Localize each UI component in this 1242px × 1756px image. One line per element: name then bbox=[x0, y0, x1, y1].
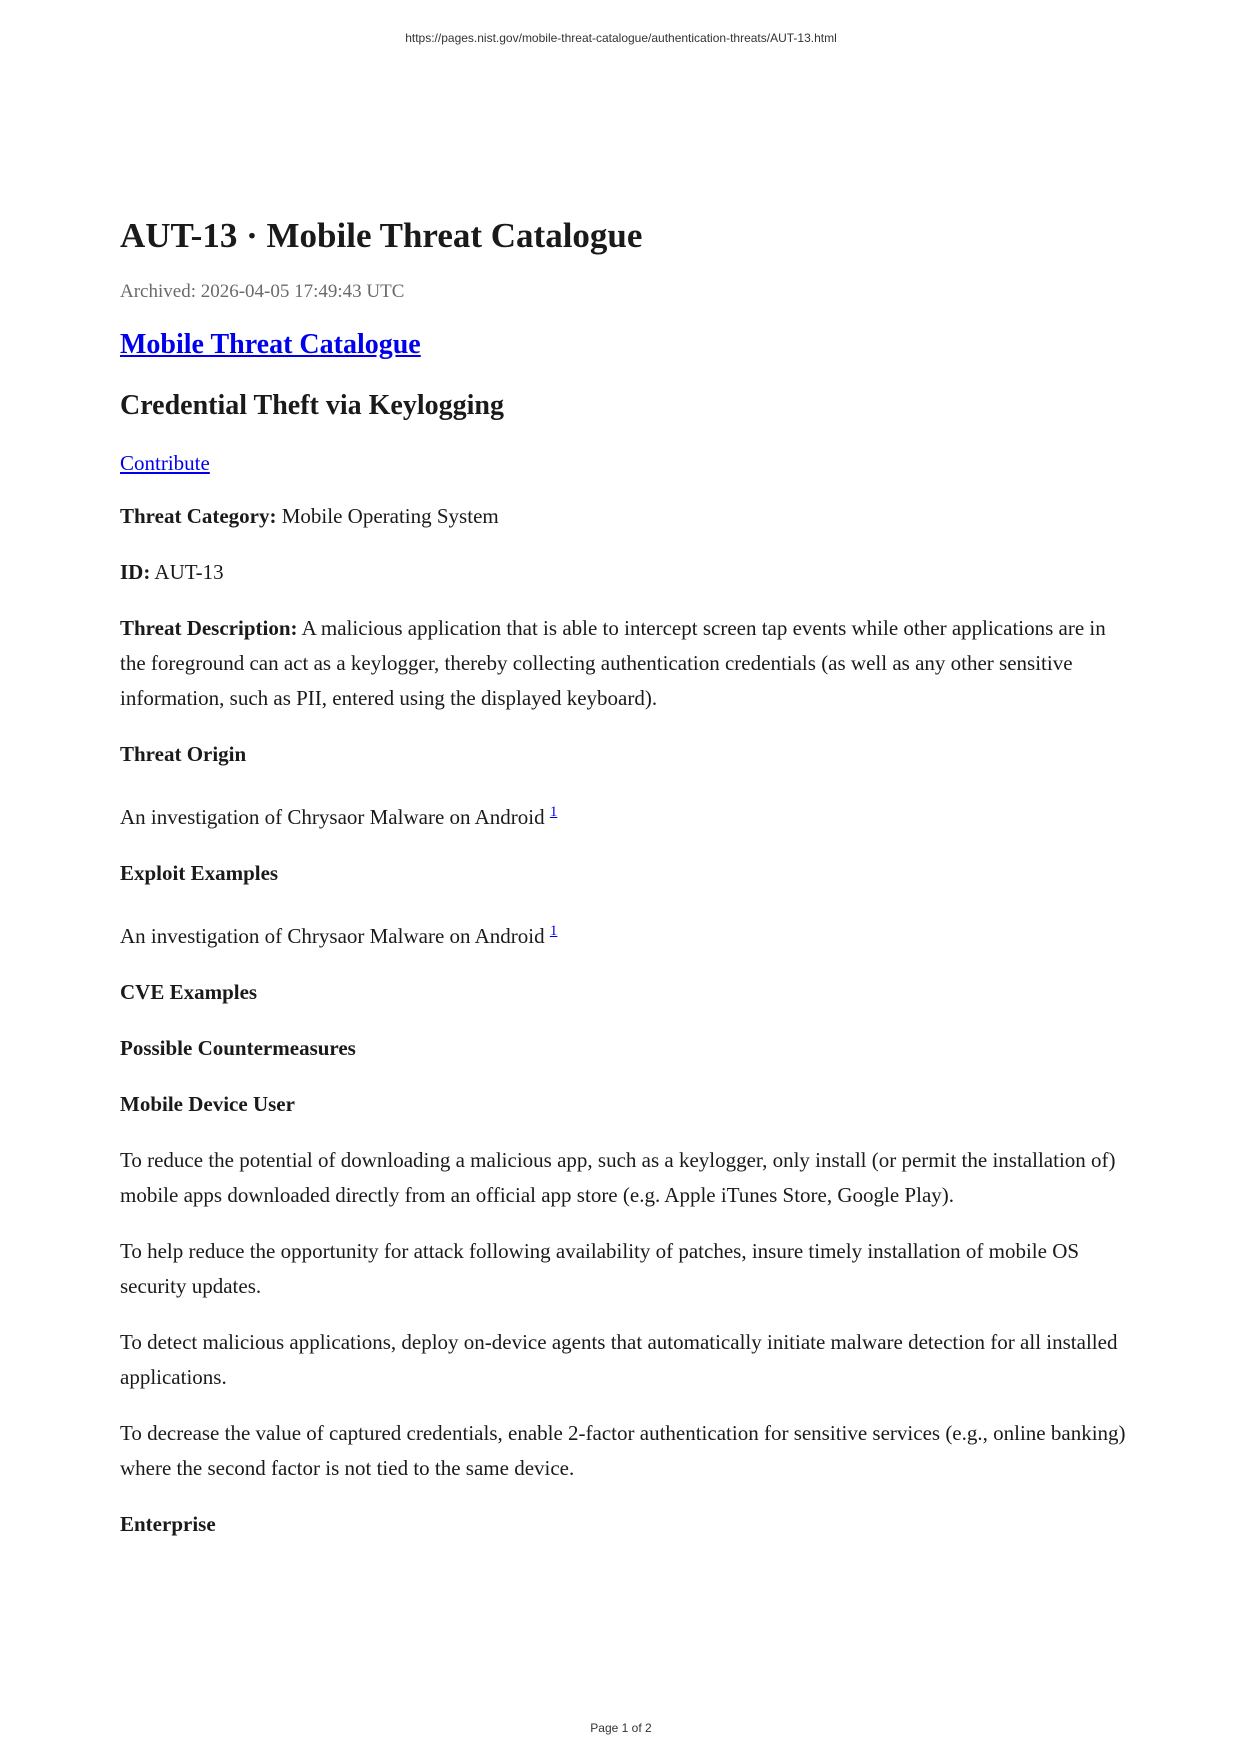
threat-id-value: AUT-13 bbox=[150, 560, 224, 584]
exploit-examples-value: An investigation of Chrysaor Malware on Android bbox=[120, 924, 550, 948]
user-countermeasure-paragraph: To reduce the potential of downloading a malicious app, such as a keylogger, only install (or permit the installation of) mobile apps downloaded directly from an official app store (e.g. Apple iTunes Store, Google Play). bbox=[120, 1148, 1116, 1207]
origin-reference-link[interactable]: 1 bbox=[549, 804, 558, 820]
user-countermeasure-paragraph: To decrease the value of captured credentials, enable 2-factor authentication for sensitive services (e.g., online banking) where the second factor is not tied to the same device. bbox=[120, 1421, 1126, 1480]
threat-id-label: ID: bbox=[120, 560, 151, 584]
exploit-reference-link[interactable]: 1 bbox=[549, 923, 558, 939]
threat-origin-value: An investigation of Chrysaor Malware on Android bbox=[120, 805, 550, 829]
archived-timestamp: Archived: 2026-04-05 17:49:43 UTC bbox=[120, 281, 405, 302]
contribute-link[interactable]: Contribute bbox=[120, 451, 210, 475]
page-title: AUT-13 · Mobile Threat Catalogue bbox=[120, 216, 643, 255]
catalogue-home-link[interactable]: Mobile Threat Catalogue bbox=[120, 329, 421, 360]
threat-category-label: Threat Category: bbox=[120, 504, 277, 528]
enterprise-heading: Enterprise bbox=[120, 1512, 216, 1536]
threat-origin-text bbox=[120, 793, 1130, 835]
threat-category bbox=[120, 499, 1130, 534]
threat-id bbox=[120, 555, 1130, 590]
mobile-device-user-heading: Mobile Device User bbox=[120, 1092, 295, 1116]
threat-title: Credential Theft via Keylogging bbox=[120, 390, 504, 421]
page-number: Page 1 of 2 bbox=[590, 1721, 652, 1735]
document-content bbox=[120, 212, 1130, 1542]
cve-examples-heading: CVE Examples bbox=[120, 980, 258, 1004]
threat-description bbox=[120, 611, 1130, 716]
threat-category-value: Mobile Operating System bbox=[276, 504, 499, 528]
exploit-examples-heading: Exploit Examples bbox=[120, 861, 279, 885]
exploit-examples-text bbox=[120, 912, 1130, 954]
threat-description-label: Threat Description: bbox=[120, 616, 298, 640]
threat-origin-heading: Threat Origin bbox=[120, 742, 247, 766]
countermeasures-heading: Possible Countermeasures bbox=[120, 1036, 356, 1060]
page-url: https://pages.nist.gov/mobile-threat-catalogue/authentication-threats/AUT-13.html bbox=[405, 31, 837, 45]
user-countermeasure-paragraph: To help reduce the opportunity for attack following availability of patches, insure timely installation of mobile OS security updates. bbox=[120, 1239, 1080, 1298]
user-countermeasure-paragraph: To detect malicious applications, deploy on-device agents that automatically initiate malware detection for all installed applications. bbox=[120, 1330, 1118, 1389]
threat-description-value: A malicious application that is able to intercept screen tap events while other applications are in the foreground can act as a keylogger, thereby collecting authentication credentials (as well as any other sensitive information, such as PII, entered using the displayed keyboard). bbox=[120, 616, 1106, 710]
